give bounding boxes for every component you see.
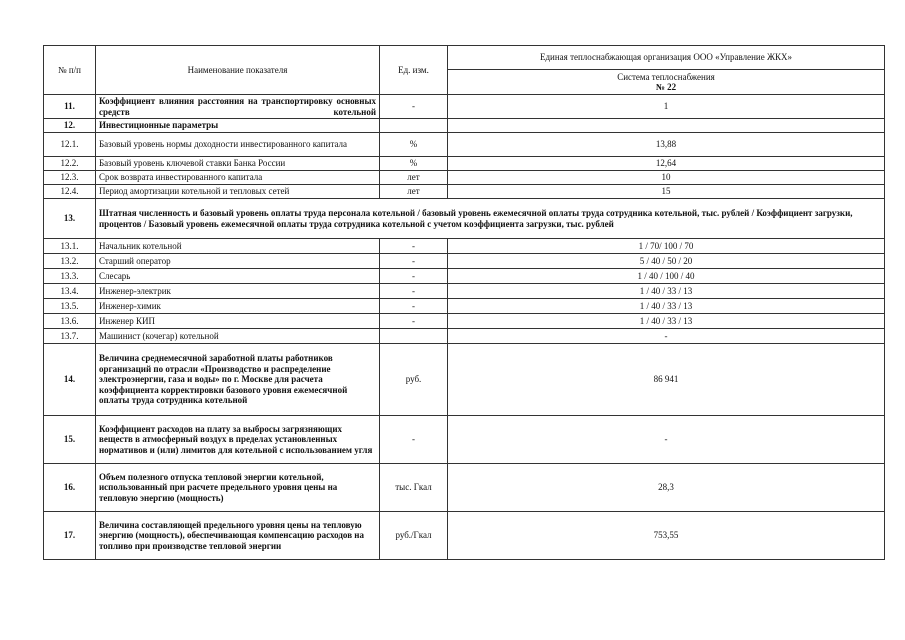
row-number: 12.4. [44, 185, 96, 199]
row-indicator-name: Инженер-электрик [96, 284, 380, 299]
row-value: 28,3 [448, 464, 885, 512]
tariff-parameters-table [43, 45, 885, 560]
header-heat-system [448, 70, 885, 95]
table-row [44, 416, 885, 464]
row-number: 12.2. [44, 157, 96, 171]
row-unit: - [380, 416, 448, 464]
header-row-1 [44, 46, 885, 70]
row-indicator-name: Базовый уровень ключевой ставки Банка России [96, 157, 380, 171]
row-value: 86 941 [448, 344, 885, 416]
row-indicator-name: Старший оператор [96, 254, 380, 269]
row-number: 11. [44, 95, 96, 119]
row-number: 13.5. [44, 299, 96, 314]
header-indicator-name: Наименование показателя [96, 46, 380, 95]
row-unit [380, 119, 448, 133]
table-row [44, 329, 885, 344]
row-number: 13.6. [44, 314, 96, 329]
row-indicator-name: Начальник котельной [96, 239, 380, 254]
row-value: - [448, 329, 885, 344]
row-value: 13,88 [448, 133, 885, 157]
row-unit: - [380, 269, 448, 284]
row-number: 13.2. [44, 254, 96, 269]
table-row [44, 239, 885, 254]
row-indicator-name: Период амортизации котельной и тепловых сетей [96, 185, 380, 199]
row-unit [380, 329, 448, 344]
row-value: 12,64 [448, 157, 885, 171]
row-value [448, 119, 885, 133]
row-number: 13. [44, 199, 96, 239]
row-indicator-name: Инженер-химик [96, 299, 380, 314]
row-unit: - [380, 254, 448, 269]
row-value: 1 [448, 95, 885, 119]
row-number: 12.1. [44, 133, 96, 157]
row-unit: % [380, 157, 448, 171]
row-value: 15 [448, 185, 885, 199]
row-indicator-name: Штатная численность и базовый уровень оплаты труда персонала котельной / базовый уровень ежемесячной оплаты труда сотрудника котельной, тыс. рублей / Коэффициент загрузки, процентов / Базовый уровень ежемесячной оплаты труда сотрудника котельной с учетом коэффициента загрузки, тыс. рублей [96, 199, 885, 239]
row-indicator-name: Срок возврата инвестированного капитала [96, 171, 380, 185]
header-system-number: № 22 [655, 82, 677, 92]
row-indicator-name: Объем полезного отпуска тепловой энергии котельной, использованный при расчете предельного уровня цены на тепловую энергию (мощность) [96, 464, 380, 512]
table-row [44, 133, 885, 157]
row-unit: - [380, 239, 448, 254]
row-unit: руб./Гкал [380, 512, 448, 560]
row-number: 13.7. [44, 329, 96, 344]
row-number: 12. [44, 119, 96, 133]
row-value: 10 [448, 171, 885, 185]
table-row [44, 284, 885, 299]
row-value: 1 / 40 / 33 / 13 [448, 299, 885, 314]
row-number: 12.3. [44, 171, 96, 185]
table-row [44, 299, 885, 314]
row-indicator-name: Величина составляющей предельного уровня цены на тепловую энергию (мощность), обеспечивающая компенсацию расходов на топливо при производстве тепловой энергии [96, 512, 380, 560]
row-indicator-name: Коэффициент расходов на плату за выбросы загрязняющих веществ в атмосферный воздух в пределах установленных нормативов и (или) лимитов для котельной с использованием угля [96, 416, 380, 464]
row-indicator-name: Слесарь [96, 269, 380, 284]
row-number: 17. [44, 512, 96, 560]
row-value: 1 / 40 / 33 / 13 [448, 314, 885, 329]
row-value: 1 / 70/ 100 / 70 [448, 239, 885, 254]
table-row [44, 464, 885, 512]
row-indicator-name: Коэффициент влияния расстояния на транспортировку основных средств котельной [96, 95, 380, 119]
row-indicator-name: Базовый уровень нормы доходности инвестированного капитала [96, 133, 380, 157]
header-organization: Единая теплоснабжающая организация ООО «Управление ЖКХ» [448, 46, 885, 70]
row-indicator-name: Инвестиционные параметры [96, 119, 380, 133]
header-number: № п/п [44, 46, 96, 95]
row-indicator-name: Инженер КИП [96, 314, 380, 329]
row-value: 5 / 40 / 50 / 20 [448, 254, 885, 269]
row-number: 13.3. [44, 269, 96, 284]
row-value: 1 / 40 / 100 / 40 [448, 269, 885, 284]
table-row [44, 199, 885, 239]
table-row [44, 119, 885, 133]
row-number: 15. [44, 416, 96, 464]
table-row [44, 269, 885, 284]
row-number: 16. [44, 464, 96, 512]
table-row [44, 95, 885, 119]
table-row [44, 157, 885, 171]
table-row [44, 314, 885, 329]
header-unit: Ед. изм. [380, 46, 448, 95]
row-number: 13.4. [44, 284, 96, 299]
row-unit: - [380, 299, 448, 314]
row-unit: лет [380, 171, 448, 185]
table-row [44, 254, 885, 269]
row-value: - [448, 416, 885, 464]
table-row [44, 185, 885, 199]
row-unit: - [380, 314, 448, 329]
row-indicator-name: Машинист (кочегар) котельной [96, 329, 380, 344]
row-unit: - [380, 284, 448, 299]
row-unit: лет [380, 185, 448, 199]
row-value: 753,55 [448, 512, 885, 560]
row-indicator-name: Величина среднемесячной заработной платы работников организаций по отрасли «Производство и распределение электроэнергии, газа и воды» по г. Москве для расчета коэффициента корректировки базового уровня ежемесячной оплаты труда сотрудника котельной [96, 344, 380, 416]
row-unit: % [380, 133, 448, 157]
row-unit: - [380, 95, 448, 119]
row-number: 14. [44, 344, 96, 416]
row-unit: руб. [380, 344, 448, 416]
row-value: 1 / 40 / 33 / 13 [448, 284, 885, 299]
table-row [44, 344, 885, 416]
row-unit: тыс. Гкал [380, 464, 448, 512]
table-row [44, 512, 885, 560]
header-system-label: Система теплоснабжения [617, 71, 715, 82]
row-number: 13.1. [44, 239, 96, 254]
table-row [44, 171, 885, 185]
